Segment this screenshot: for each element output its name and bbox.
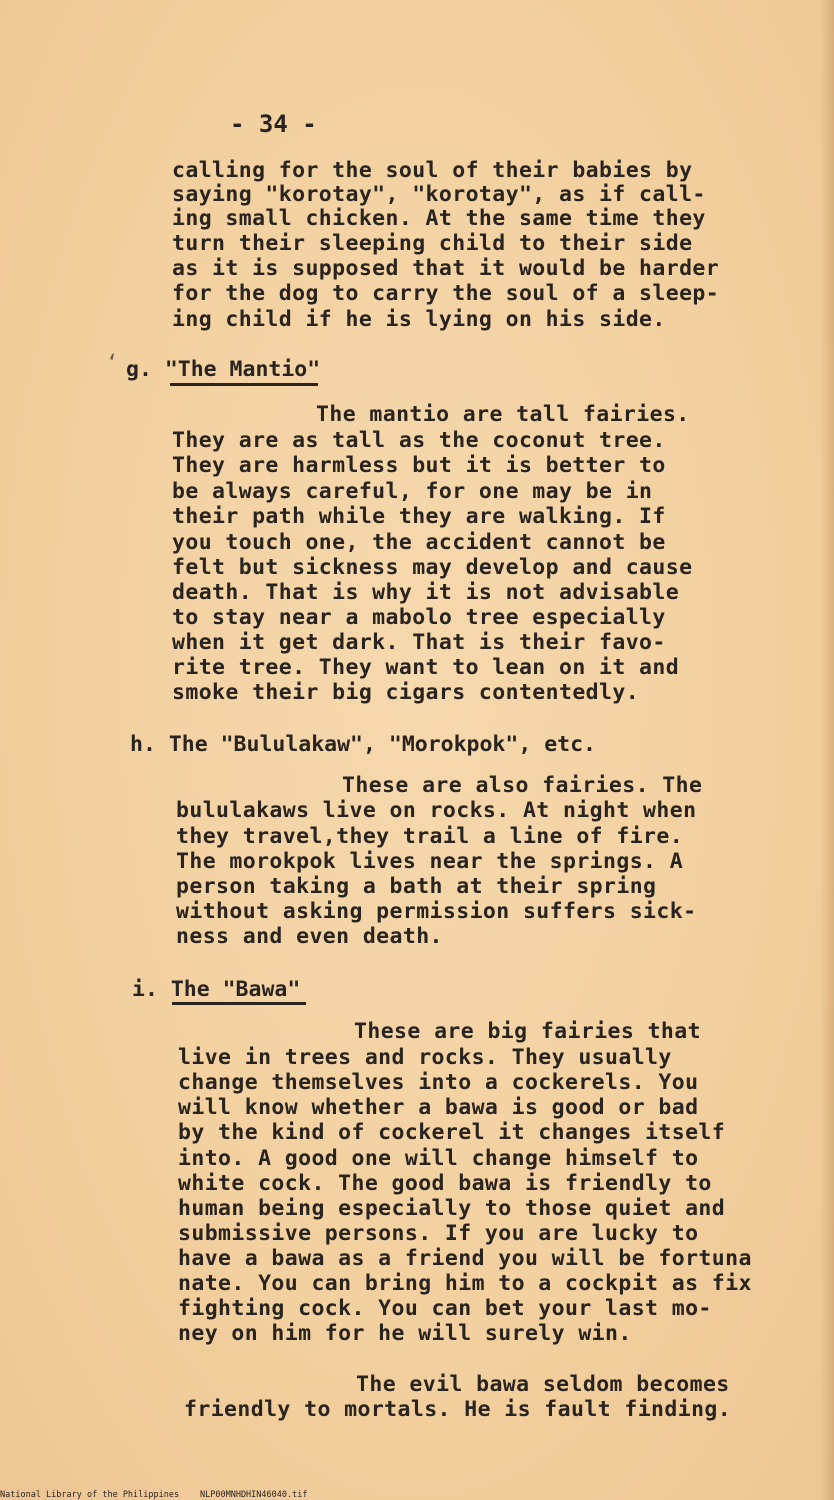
text-line: without asking permission suffers sick- [176, 899, 697, 924]
section-i-heading: i. The "Bawa" [132, 977, 301, 1002]
heading-underline [172, 1002, 306, 1005]
text-line: ney on him for he will surely win. [178, 1321, 632, 1346]
page-number: - 34 - [230, 110, 317, 138]
text-line: smoke their big cigars contentedly. [172, 680, 640, 705]
text-line: bululakaws live on rocks. At night when [176, 798, 697, 823]
text-line: to stay near a mabolo tree especially [172, 605, 666, 630]
text-line: for the dog to carry the soul of a sleep- [172, 281, 720, 306]
text-line: human being especially to those quiet and [178, 1196, 726, 1221]
text-line: saying "korotay", "korotay", as if call- [172, 182, 706, 207]
text-line: ing small chicken. At the same time they [172, 206, 706, 231]
text-line: rite tree. They want to lean on it and [172, 655, 680, 680]
text-line: ing child if he is lying on his side. [172, 307, 666, 332]
text-line: be always careful, for one may be in [172, 479, 653, 504]
text-line: person taking a bath at their spring [176, 874, 657, 899]
text-line: submissive persons. If you are lucky to [178, 1221, 699, 1246]
text-line: friendly to mortals. He is fault finding. [184, 1397, 732, 1422]
text-line: felt but sickness may develop and cause [172, 555, 693, 580]
text-line: fighting cock. You can bet your last mo- [178, 1296, 712, 1321]
footer-library: National Library of the Philippines [0, 1490, 180, 1500]
text-line: The evil bawa seldom becomes [356, 1372, 730, 1397]
text-line: you touch one, the accident cannot be [172, 530, 666, 555]
text-line: have a bawa as a friend you will be fortuna [178, 1246, 752, 1271]
text-line: death. That is why it is not advisable [172, 580, 680, 605]
text-line: their path while they are walking. If [172, 504, 666, 529]
text-line: will know whether a bawa is good or bad [178, 1095, 699, 1120]
text-line: white cock. The good bawa is friendly to [178, 1171, 712, 1196]
text-line: live in trees and rocks. They usually [178, 1045, 672, 1070]
text-line: They are harmless but it is better to [172, 453, 666, 478]
text-line: The morokpok lives near the springs. A [176, 849, 684, 874]
margin-mark: ʻ [106, 350, 119, 374]
section-g-heading: g. "The Mantio" [126, 357, 321, 382]
text-line: The mantio are tall fairies. [316, 402, 690, 427]
text-line: They are as tall as the coconut tree. [172, 428, 666, 453]
footer-filename: NLP00MNHDHIN46040.tif [200, 1490, 308, 1500]
text-line: These are also fairies. The [342, 773, 703, 798]
text-line: calling for the soul of their babies by [172, 158, 693, 183]
text-line: when it get dark. That is their favo- [172, 630, 666, 655]
text-line: by the kind of cockerel it changes itself [178, 1120, 726, 1145]
text-line: These are big fairies that [354, 1019, 701, 1044]
heading-underline [170, 383, 318, 386]
section-h-heading: h. The "Bululakaw", "Morokpok", etc. [130, 732, 596, 757]
text-line: into. A good one will change himself to [178, 1146, 699, 1171]
text-line: as it is supposed that it would be harder [172, 256, 720, 281]
page-edge-shadow [820, 0, 834, 1500]
text-line: turn their sleeping child to their side [172, 231, 693, 256]
text-line: change themselves into a cockerels. You [178, 1070, 699, 1095]
text-line: ness and even death. [176, 924, 443, 949]
text-line: nate. You can bring him to a cockpit as fix [178, 1271, 752, 1296]
text-line: they travel,they trail a line of fire. [176, 824, 684, 849]
